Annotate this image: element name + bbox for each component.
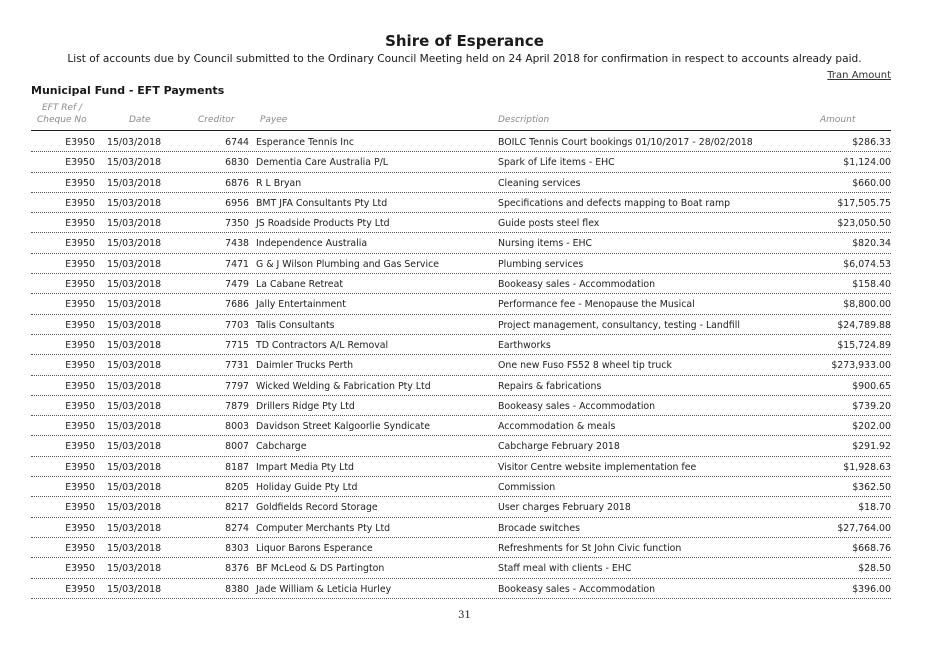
cell-description: Performance fee - Menopause the Musical bbox=[498, 299, 695, 311]
cell-creditor: 7797 bbox=[225, 380, 249, 392]
cell-description: Guide posts steel flex bbox=[498, 218, 600, 230]
cell-cheque-no: E3950 bbox=[65, 482, 95, 494]
cell-creditor: 7438 bbox=[225, 238, 249, 250]
cell-description: Nursing items - EHC bbox=[498, 238, 593, 250]
cell-cheque-no: E3950 bbox=[65, 400, 95, 412]
cell-date: 15/03/2018 bbox=[107, 279, 162, 291]
cell-amount: $158.40 bbox=[852, 279, 891, 291]
cell-creditor: 7479 bbox=[225, 279, 249, 291]
cell-creditor: 8217 bbox=[225, 502, 249, 514]
cell-date: 15/03/2018 bbox=[107, 360, 162, 372]
table-row bbox=[31, 579, 891, 599]
cell-description: Accommodation & meals bbox=[498, 421, 616, 433]
cell-date: 15/03/2018 bbox=[107, 137, 162, 148]
cell-amount: $15,724.89 bbox=[837, 339, 891, 351]
table-row bbox=[31, 335, 891, 355]
table-row bbox=[31, 376, 891, 396]
cell-cheque-no: E3950 bbox=[65, 542, 95, 554]
cell-date: 15/03/2018 bbox=[107, 542, 162, 554]
cell-payee: La Cabane Retreat bbox=[256, 279, 343, 291]
cell-cheque-no: E3950 bbox=[65, 299, 95, 311]
cell-description: Specifications and defects mapping to Boat ramp bbox=[498, 197, 731, 209]
cell-cheque-no: E3950 bbox=[65, 177, 95, 189]
cell-cheque-no: E3950 bbox=[65, 137, 95, 148]
cell-cheque-no: E3950 bbox=[65, 380, 95, 392]
cell-payee: Cabcharge bbox=[256, 441, 307, 453]
cell-amount: $660.00 bbox=[852, 177, 891, 189]
cell-cheque-no: E3950 bbox=[65, 319, 95, 331]
cell-cheque-no: E3950 bbox=[65, 583, 95, 595]
cell-description: Bookeasy sales - Accommodation bbox=[498, 279, 656, 291]
cell-payee: Goldfields Record Storage bbox=[256, 502, 378, 514]
table-row bbox=[31, 294, 891, 314]
cell-cheque-no: E3950 bbox=[65, 502, 95, 514]
cell-creditor: 7686 bbox=[225, 299, 249, 311]
cell-payee: Liquor Barons Esperance bbox=[256, 542, 373, 554]
cell-amount: $739.20 bbox=[852, 400, 891, 412]
cell-description: Spark of Life items - EHC bbox=[498, 157, 615, 169]
cell-date: 15/03/2018 bbox=[107, 522, 162, 534]
cell-creditor: 8376 bbox=[225, 563, 249, 575]
cell-creditor: 8205 bbox=[225, 482, 249, 494]
cell-creditor: 7703 bbox=[225, 319, 249, 331]
cell-description: User charges February 2018 bbox=[498, 502, 631, 514]
cell-amount: $668.76 bbox=[852, 542, 891, 554]
cell-date: 15/03/2018 bbox=[107, 197, 162, 209]
table-row bbox=[31, 315, 891, 335]
cell-payee: Independence Australia bbox=[256, 238, 368, 250]
cell-creditor: 7731 bbox=[225, 360, 249, 372]
cell-date: 15/03/2018 bbox=[107, 400, 162, 412]
cell-payee: R L Bryan bbox=[256, 177, 302, 189]
cell-description: Brocade switches bbox=[498, 522, 580, 534]
cell-description: BOILC Tennis Court bookings 01/10/2017 - 28/02/2018 bbox=[498, 137, 753, 148]
cell-cheque-no: E3950 bbox=[65, 461, 95, 473]
header-rule bbox=[31, 130, 891, 131]
cell-amount: $24,789.88 bbox=[837, 319, 891, 331]
column-header-amount: Amount bbox=[820, 115, 856, 125]
payments-table bbox=[31, 132, 891, 599]
cell-creditor: 8303 bbox=[225, 542, 249, 554]
cell-date: 15/03/2018 bbox=[107, 177, 162, 189]
table-row bbox=[31, 477, 891, 497]
cell-amount: $900.65 bbox=[852, 380, 891, 392]
table-row bbox=[31, 193, 891, 213]
cell-date: 15/03/2018 bbox=[107, 421, 162, 433]
table-row bbox=[31, 173, 891, 193]
cell-creditor: 8380 bbox=[225, 583, 249, 595]
column-header-ref-line1: EFT Ref / bbox=[42, 103, 83, 113]
cell-cheque-no: E3950 bbox=[65, 279, 95, 291]
cell-payee: Talis Consultants bbox=[256, 319, 335, 331]
table-row bbox=[31, 132, 891, 152]
cell-cheque-no: E3950 bbox=[65, 339, 95, 351]
page-number: 31 bbox=[458, 610, 471, 621]
document-subtitle: List of accounts due by Council submitted to the Ordinary Council Meeting held on 24 April 2018 for confirmation in respect to accounts already paid. bbox=[67, 53, 862, 65]
cell-creditor: 6956 bbox=[225, 197, 249, 209]
table-row bbox=[31, 274, 891, 294]
cell-payee: JS Roadside Products Pty Ltd bbox=[256, 218, 390, 230]
table-row bbox=[31, 152, 891, 172]
cell-cheque-no: E3950 bbox=[65, 258, 95, 270]
cell-amount: $6,074.53 bbox=[843, 258, 891, 270]
cell-description: Refreshments for St John Civic function bbox=[498, 542, 682, 554]
cell-creditor: 8187 bbox=[225, 461, 249, 473]
column-header-payee: Payee bbox=[260, 115, 288, 125]
cell-payee: TD Contractors A/L Removal bbox=[256, 339, 389, 351]
cell-date: 15/03/2018 bbox=[107, 299, 162, 311]
column-header-ref-line2: Cheque No bbox=[37, 115, 87, 125]
cell-creditor: 6830 bbox=[225, 157, 249, 169]
cell-amount: $362.50 bbox=[852, 482, 891, 494]
table-row bbox=[31, 538, 891, 558]
cell-payee: Davidson Street Kalgoorlie Syndicate bbox=[256, 421, 430, 433]
cell-creditor: 7715 bbox=[225, 339, 249, 351]
cell-creditor: 8274 bbox=[225, 522, 249, 534]
cell-date: 15/03/2018 bbox=[107, 583, 162, 595]
cell-creditor: 7471 bbox=[225, 258, 249, 270]
cell-payee: Wicked Welding & Fabrication Pty Ltd bbox=[256, 380, 431, 392]
table-row bbox=[31, 233, 891, 253]
cell-date: 15/03/2018 bbox=[107, 218, 162, 230]
cell-amount: $1,124.00 bbox=[843, 157, 891, 169]
cell-amount: $17,505.75 bbox=[837, 197, 891, 209]
cell-creditor: 7350 bbox=[225, 218, 249, 230]
cell-amount: $1,928.63 bbox=[843, 461, 891, 473]
cell-description: Staff meal with clients - EHC bbox=[498, 563, 632, 575]
cell-payee: BF McLeod & DS Partington bbox=[256, 563, 385, 575]
column-header-date: Date bbox=[129, 115, 151, 125]
document-title: Shire of Esperance bbox=[385, 32, 544, 50]
cell-date: 15/03/2018 bbox=[107, 380, 162, 392]
cell-payee: Drillers Ridge Pty Ltd bbox=[256, 400, 355, 412]
cell-creditor: 6744 bbox=[225, 137, 249, 148]
cell-date: 15/03/2018 bbox=[107, 563, 162, 575]
cell-date: 15/03/2018 bbox=[107, 157, 162, 169]
cell-payee: Jade William & Leticia Hurley bbox=[256, 583, 392, 595]
column-header-description: Description bbox=[498, 115, 550, 125]
table-row bbox=[31, 254, 891, 274]
cell-date: 15/03/2018 bbox=[107, 482, 162, 494]
table-row bbox=[31, 416, 891, 436]
table-row bbox=[31, 558, 891, 578]
cell-creditor: 8007 bbox=[225, 441, 249, 453]
cell-description: Bookeasy sales - Accommodation bbox=[498, 400, 656, 412]
cell-payee: G & J Wilson Plumbing and Gas Service bbox=[256, 258, 439, 270]
cell-payee: Computer Merchants Pty Ltd bbox=[256, 522, 391, 534]
cell-date: 15/03/2018 bbox=[107, 502, 162, 514]
cell-cheque-no: E3950 bbox=[65, 563, 95, 575]
cell-amount: $396.00 bbox=[852, 583, 891, 595]
cell-date: 15/03/2018 bbox=[107, 461, 162, 473]
cell-amount: $291.92 bbox=[852, 441, 891, 453]
cell-amount: $273,933.00 bbox=[831, 360, 891, 372]
cell-cheque-no: E3950 bbox=[65, 441, 95, 453]
table-row bbox=[31, 436, 891, 456]
cell-description: Repairs & fabrications bbox=[498, 380, 602, 392]
cell-date: 15/03/2018 bbox=[107, 441, 162, 453]
cell-payee: Impart Media Pty Ltd bbox=[256, 461, 354, 473]
cell-amount: $820.34 bbox=[852, 238, 891, 250]
cell-amount: $23,050.50 bbox=[837, 218, 891, 230]
cell-amount: $286.33 bbox=[852, 137, 891, 148]
cell-payee: Daimler Trucks Perth bbox=[256, 360, 354, 372]
cell-description: Visitor Centre website implementation fee bbox=[498, 461, 697, 473]
cell-amount: $27,764.00 bbox=[837, 522, 891, 534]
cell-description: Earthworks bbox=[498, 339, 551, 351]
cell-description: One new Fuso FS52 8 wheel tip truck bbox=[498, 360, 672, 372]
cell-payee: Dementia Care Australia P/L bbox=[256, 157, 389, 169]
table-row bbox=[31, 457, 891, 477]
cell-description: Bookeasy sales - Accommodation bbox=[498, 583, 656, 595]
cell-cheque-no: E3950 bbox=[65, 238, 95, 250]
cell-payee: Jally Entertainment bbox=[256, 299, 346, 311]
cell-cheque-no: E3950 bbox=[65, 421, 95, 433]
cell-date: 15/03/2018 bbox=[107, 258, 162, 270]
table-row bbox=[31, 355, 891, 375]
cell-description: Commission bbox=[498, 482, 556, 494]
cell-cheque-no: E3950 bbox=[65, 218, 95, 230]
cell-creditor: 7879 bbox=[225, 400, 249, 412]
table-row bbox=[31, 497, 891, 517]
cell-cheque-no: E3950 bbox=[65, 157, 95, 169]
cell-amount: $8,800.00 bbox=[843, 299, 891, 311]
cell-payee: BMT JFA Consultants Pty Ltd bbox=[256, 197, 388, 209]
cell-payee: Esperance Tennis Inc bbox=[256, 137, 355, 148]
cell-description: Cabcharge February 2018 bbox=[498, 441, 620, 453]
tran-amount-label: Tran Amount bbox=[827, 70, 891, 81]
cell-cheque-no: E3950 bbox=[65, 522, 95, 534]
cell-description: Cleaning services bbox=[498, 177, 581, 189]
cell-cheque-no: E3950 bbox=[65, 197, 95, 209]
cell-payee: Holiday Guide Pty Ltd bbox=[256, 482, 358, 494]
cell-description: Plumbing services bbox=[498, 258, 584, 270]
cell-creditor: 6876 bbox=[225, 177, 249, 189]
cell-date: 15/03/2018 bbox=[107, 238, 162, 250]
table-row bbox=[31, 213, 891, 233]
cell-date: 15/03/2018 bbox=[107, 319, 162, 331]
cell-amount: $18.70 bbox=[858, 502, 891, 514]
cell-cheque-no: E3950 bbox=[65, 360, 95, 372]
cell-description: Project management, consultancy, testing - Landfill bbox=[498, 319, 740, 331]
cell-creditor: 8003 bbox=[225, 421, 249, 433]
column-header-creditor: Creditor bbox=[198, 115, 235, 125]
cell-amount: $28.50 bbox=[858, 563, 891, 575]
section-heading: Municipal Fund - EFT Payments bbox=[31, 84, 225, 97]
table-row bbox=[31, 518, 891, 538]
cell-amount: $202.00 bbox=[852, 421, 891, 433]
cell-date: 15/03/2018 bbox=[107, 339, 162, 351]
table-row bbox=[31, 396, 891, 416]
